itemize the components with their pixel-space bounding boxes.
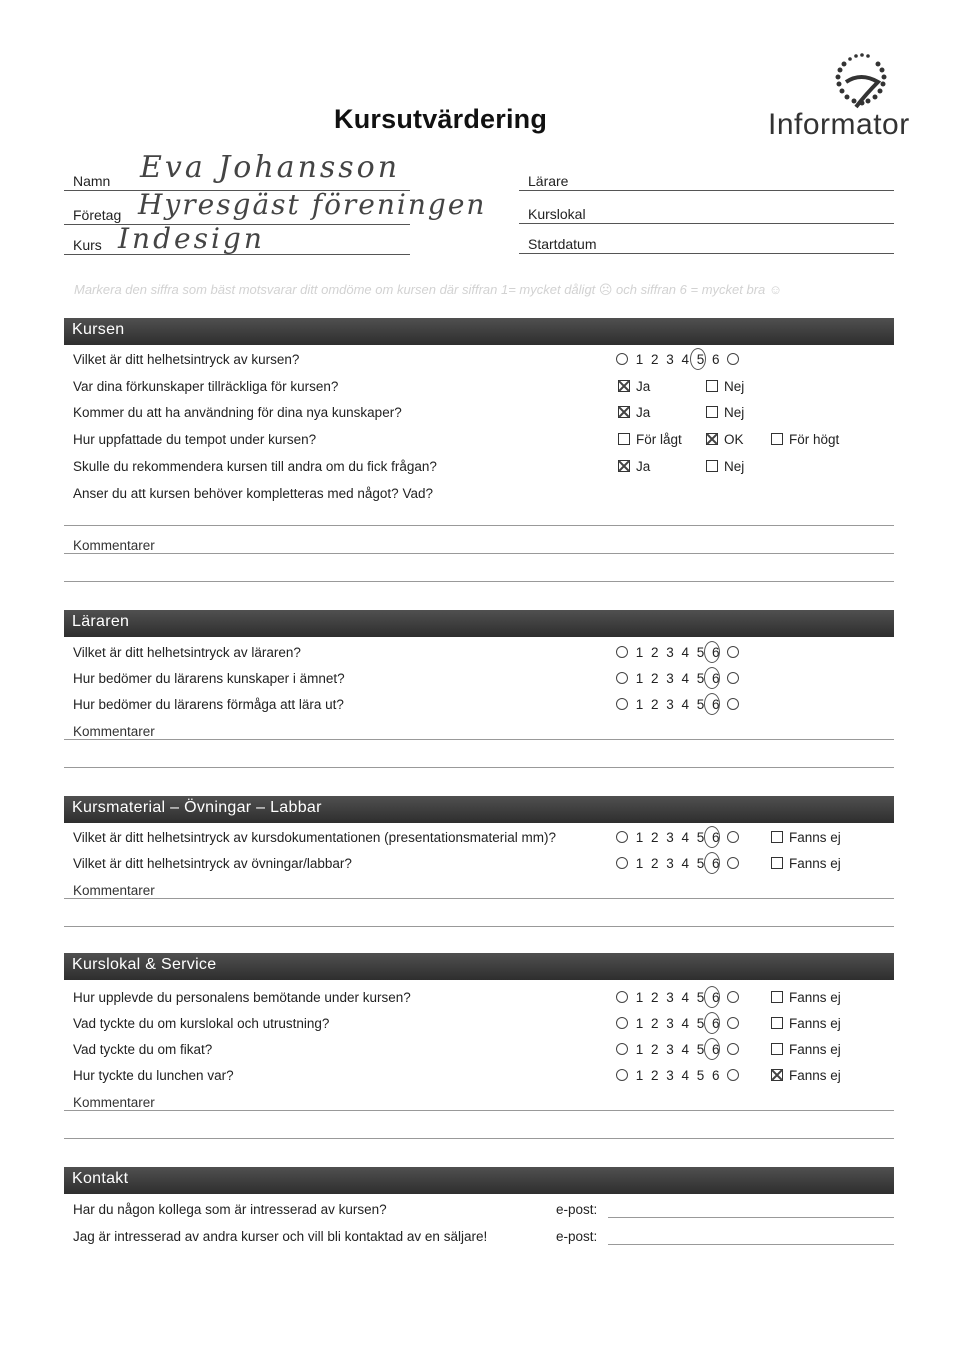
- option-label: Ja: [636, 405, 651, 420]
- section-kursmaterial-header: [64, 796, 894, 823]
- option-label: Nej: [724, 405, 745, 420]
- namn-value[interactable]: Eva Johansson: [140, 150, 401, 185]
- scale-numbers: 1 2 3 4 5 6: [635, 990, 720, 1005]
- scale-numbers: 1 2 3 4 5 6: [635, 1016, 720, 1031]
- comment-line[interactable]: [64, 1110, 894, 1111]
- scale-numbers: 1 2 3 4 5 6: [635, 1068, 720, 1083]
- kursmaterial-q1-fanns-ej[interactable]: [771, 830, 841, 845]
- sad-face-icon: [616, 831, 628, 843]
- kurslokal-q2-fanns-ej[interactable]: [771, 1016, 841, 1031]
- comment-line[interactable]: [64, 739, 894, 740]
- section-kurslokal-header: [64, 953, 894, 980]
- happy-face-icon: [727, 1017, 739, 1029]
- kurslokal-q4-scale[interactable]: [616, 1068, 739, 1083]
- sad-face-icon: [616, 1017, 628, 1029]
- selected-rating-circle: [704, 986, 720, 1008]
- comment-line[interactable]: [64, 1138, 894, 1139]
- kontakt-question-2: Jag är intresserad av andra kurser och vill bli kontaktad av en säljare!: [73, 1229, 488, 1244]
- kursen-q2-ja[interactable]: [618, 379, 650, 394]
- kurslokal-q3-scale[interactable]: [616, 1042, 739, 1057]
- rating-instruction: Markera den siffra som bäst motsvarar ditt omdöme om kursen där siffran 1= mycket dåligt ☹ och siffran 6 = mycket bra ☺: [74, 282, 783, 297]
- checkbox-checked-icon: [706, 433, 718, 445]
- checkbox-icon: [706, 406, 718, 418]
- brand-wordmark: Informator: [768, 108, 910, 141]
- form-title: Kursutvärdering: [334, 104, 548, 134]
- kontakt-q2-epost-label: e-post:: [556, 1229, 598, 1244]
- lararen-q3-scale[interactable]: [616, 697, 739, 712]
- kursen-q1-scale[interactable]: [616, 352, 739, 367]
- checkbox-icon: [771, 433, 783, 445]
- happy-face-icon: [727, 353, 739, 365]
- section-kontakt-header: [64, 1167, 894, 1194]
- kursen-question-2: Var dina förkunskaper tillräckliga för kursen?: [73, 379, 339, 394]
- kursmaterial-q2-fanns-ej[interactable]: [771, 856, 841, 871]
- scale-numbers: 1 2 3 4 5 6: [635, 352, 720, 367]
- kontakt-question-1: Har du någon kollega som är intresserad av kursen?: [73, 1202, 387, 1217]
- option-label: Nej: [724, 459, 745, 474]
- scale-numbers: 1 2 3 4 5 6: [635, 1042, 720, 1057]
- selected-rating-circle: [704, 693, 720, 715]
- laurel-logo-icon: [826, 52, 896, 112]
- kontakt-q1-epost-line[interactable]: [608, 1217, 894, 1218]
- selected-rating-circle: [704, 641, 720, 663]
- checkbox-icon: [771, 991, 783, 1003]
- kursen-q3-nej[interactable]: [706, 405, 744, 420]
- scale-numbers: 1 2 3 4 5 6: [635, 830, 720, 845]
- sad-face-icon: [616, 991, 628, 1003]
- happy-face-icon: [727, 857, 739, 869]
- foretag-label: Företag: [73, 207, 122, 223]
- section-title: Kursmaterial – Övningar – Labbar: [72, 799, 322, 816]
- comment-line[interactable]: [64, 553, 894, 554]
- checkbox-icon: [771, 1043, 783, 1055]
- happy-face-icon: [727, 831, 739, 843]
- scale-numbers: 1 2 3 4 5 6: [635, 671, 720, 686]
- kursen-q5-nej[interactable]: [706, 459, 744, 474]
- option-label: Fanns ej: [789, 856, 841, 871]
- sad-face-icon: [616, 698, 628, 710]
- kontakt-q1-epost-label: e-post:: [556, 1202, 598, 1217]
- option-label: Nej: [724, 379, 745, 394]
- comment-line[interactable]: [64, 926, 894, 927]
- selected-rating-circle: [704, 852, 720, 874]
- kurslokal-question-3: Vad tyckte du om fikat?: [73, 1042, 213, 1057]
- kurslokal-q2-scale[interactable]: [616, 1016, 739, 1031]
- kurs-value[interactable]: Indesign: [118, 222, 265, 255]
- kursen-question-1: Vilket är ditt helhetsintryck av kursen?: [73, 352, 300, 367]
- kursen-q2-nej[interactable]: [706, 379, 744, 394]
- sad-face-icon: [616, 1043, 628, 1055]
- sad-face-icon: [616, 353, 628, 365]
- larare-label: Lärare: [528, 173, 569, 189]
- scale-numbers: 1 2 3 4 5 6: [635, 697, 720, 712]
- option-label: Fanns ej: [789, 1068, 841, 1083]
- section-title: Kurslokal & Service: [72, 956, 217, 973]
- selected-rating-circle: [704, 1012, 720, 1034]
- larare-line[interactable]: [519, 190, 894, 191]
- kursen-q5-ja[interactable]: [618, 459, 650, 474]
- selected-rating-circle: [690, 348, 706, 370]
- lararen-question-3: Hur bedömer du lärarens förmåga att lära ut?: [73, 697, 344, 712]
- lararen-question-2: Hur bedömer du lärarens kunskaper i ämnet?: [73, 671, 345, 686]
- kurslokal-line[interactable]: [519, 223, 894, 224]
- lararen-question-1: Vilket är ditt helhetsintryck av läraren?: [73, 645, 301, 660]
- kursmaterial-kommentarer-label: Kommentarer: [73, 883, 155, 898]
- scale-numbers: 1 2 3 4 5 6: [635, 856, 720, 871]
- checkbox-icon: [771, 857, 783, 869]
- kurslokal-q3-fanns-ej[interactable]: [771, 1042, 841, 1057]
- kursmaterial-q1-scale[interactable]: [616, 830, 739, 845]
- lararen-kommentarer-label: Kommentarer: [73, 724, 155, 739]
- kurslokal-question-1: Hur upplevde du personalens bemötande under kursen?: [73, 990, 411, 1005]
- selected-rating-circle: [704, 667, 720, 689]
- option-label: För högt: [789, 432, 840, 447]
- foretag-value[interactable]: Hyresgäst föreningen: [138, 188, 487, 221]
- startdatum-line[interactable]: [519, 253, 894, 254]
- lararen-q1-scale[interactable]: [616, 645, 739, 660]
- comment-line[interactable]: [64, 898, 894, 899]
- kursen-q3-ja[interactable]: [618, 405, 650, 420]
- startdatum-label: Startdatum: [528, 236, 597, 252]
- checkbox-icon: [618, 433, 630, 445]
- kursen-q4-for-lagt[interactable]: [618, 432, 682, 447]
- sad-face-icon: [616, 672, 628, 684]
- scale-numbers: 1 2 3 4 5 6: [635, 645, 720, 660]
- checkbox-checked-icon: [618, 460, 630, 472]
- lararen-q2-scale[interactable]: [616, 671, 739, 686]
- namn-label: Namn: [73, 173, 111, 189]
- option-label: Fanns ej: [789, 1016, 841, 1031]
- section-title: Kursen: [72, 321, 125, 338]
- kursen-q4-for-hogt[interactable]: [771, 432, 839, 447]
- sad-face-icon: [616, 857, 628, 869]
- checkbox-icon: [771, 1017, 783, 1029]
- option-label: Ja: [636, 459, 651, 474]
- happy-face-icon: [727, 1069, 739, 1081]
- section-kursen-header: [64, 318, 894, 345]
- selected-rating-circle: [704, 1038, 720, 1060]
- kurslokal-question-2: Vad tyckte du om kurslokal och utrustning?: [73, 1016, 330, 1031]
- option-label: Fanns ej: [789, 830, 841, 845]
- checkbox-icon: [706, 460, 718, 472]
- checkbox-icon: [771, 831, 783, 843]
- kurs-label: Kurs: [73, 237, 102, 253]
- option-label: För lågt: [636, 432, 682, 447]
- sad-face-icon: [616, 1069, 628, 1081]
- option-label: Ja: [636, 379, 651, 394]
- kursen-question-6: Anser du att kursen behöver kompletteras med något? Vad?: [73, 486, 433, 501]
- kursen-question-3: Kommer du att ha användning för dina nya kunskaper?: [73, 405, 402, 420]
- sad-face-icon: [616, 646, 628, 658]
- happy-face-icon: [727, 646, 739, 658]
- checkbox-icon: [706, 380, 718, 392]
- kursmaterial-question-1: Vilket är ditt helhetsintryck av kursdokumentationen (presentationsmaterial mm)?: [73, 830, 556, 845]
- kursen-question-4: Hur uppfattade du tempot under kursen?: [73, 432, 317, 447]
- kurslokal-label: Kurslokal: [528, 206, 586, 222]
- happy-face-icon: [727, 672, 739, 684]
- option-label: OK: [724, 432, 744, 447]
- selected-rating-circle: [704, 826, 720, 848]
- happy-face-icon: [727, 698, 739, 710]
- comment-line[interactable]: [64, 581, 894, 582]
- kurslokal-q1-fanns-ej[interactable]: [771, 990, 841, 1005]
- option-label: Fanns ej: [789, 1042, 841, 1057]
- kursmaterial-question-2: Vilket är ditt helhetsintryck av övningar/labbar?: [73, 856, 352, 871]
- kurslokal-q4-fanns-ej[interactable]: [771, 1068, 841, 1083]
- checkbox-checked-icon: [618, 406, 630, 418]
- checkbox-checked-icon: [618, 380, 630, 392]
- kontakt-q2-epost-line[interactable]: [608, 1244, 894, 1245]
- kurslokal-question-4: Hur tyckte du lunchen var?: [73, 1068, 234, 1083]
- kurslokal-q1-scale[interactable]: [616, 990, 739, 1005]
- answer-line[interactable]: [64, 525, 894, 526]
- kursen-q4-ok[interactable]: [706, 432, 744, 447]
- section-lararen-header: [64, 610, 894, 637]
- kursmaterial-q2-scale[interactable]: [616, 856, 739, 871]
- happy-face-icon: [727, 1043, 739, 1055]
- happy-face-icon: [727, 991, 739, 1003]
- kursen-question-5: Skulle du rekommendera kursen till andra om du fick frågan?: [73, 459, 437, 474]
- section-title: Läraren: [72, 613, 130, 630]
- option-label: Fanns ej: [789, 990, 841, 1005]
- checkbox-checked-icon: [771, 1069, 783, 1081]
- kurslokal-kommentarer-label: Kommentarer: [73, 1095, 155, 1110]
- section-title: Kontakt: [72, 1170, 129, 1187]
- kursen-kommentarer-label: Kommentarer: [73, 538, 155, 553]
- comment-line[interactable]: [64, 767, 894, 768]
